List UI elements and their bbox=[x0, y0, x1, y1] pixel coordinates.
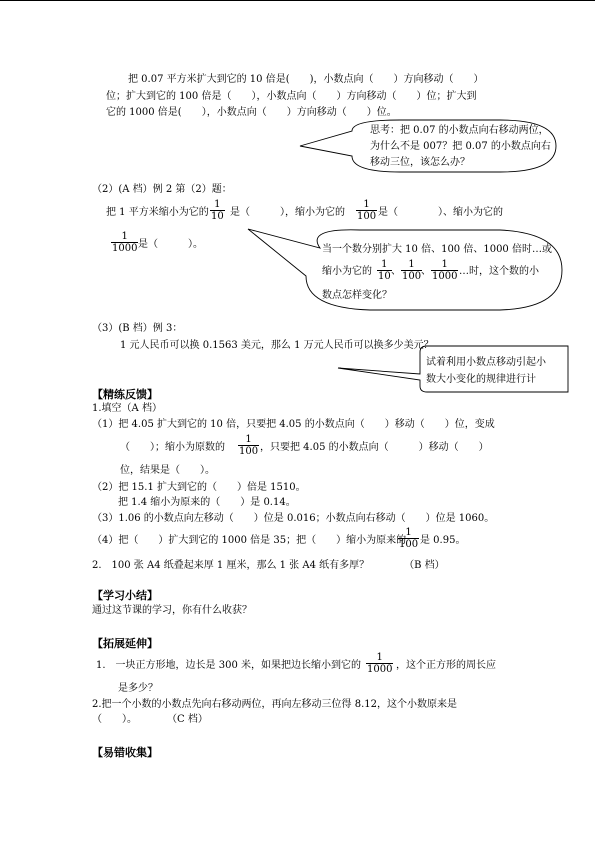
fraction-denominator: 100 bbox=[357, 211, 377, 222]
fraction-numerator: 1 bbox=[376, 652, 383, 663]
bubble-2-line-1: 当一个数分别扩大 10 倍、100 倍、1000 倍时…或 bbox=[322, 244, 552, 255]
bubble-1-line-2: 为什么不是 007？把 0.07 的小数点向右 bbox=[370, 141, 551, 152]
fraction-denominator: 1000 bbox=[367, 664, 393, 675]
extend-q1-line-2: 是多少？ bbox=[118, 683, 158, 694]
fraction-numerator: 1 bbox=[381, 259, 388, 270]
extend-q1-line-1a: 1. 一块正方形地，边长是 300 米，如果把边长缩小到它的 bbox=[96, 660, 361, 671]
bubble-fraction-1-1000 bbox=[431, 259, 458, 282]
fraction-denominator: 10 bbox=[211, 211, 224, 222]
fraction-denominator: 100 bbox=[239, 446, 259, 457]
practice-q1-line-1: （1）把 4.05 扩大到它的 10 倍，只要把 4.05 的小数点向（ ）移动（ ）位，变成 bbox=[92, 419, 495, 430]
bubble-2-separator-2: 、 bbox=[421, 266, 431, 277]
practice-q4b: 是 0.95。 bbox=[420, 535, 466, 546]
sec1-line-3: 它的 1000 倍是( ），小数点向（ ）方向移动（ ）位。 bbox=[106, 107, 397, 118]
summary-text: 通过这节课的学习，你有什么收获？ bbox=[92, 605, 252, 616]
practice-q1-line-2b: ，只要把 4.05 的小数点向（ ）移动（ ） bbox=[260, 442, 489, 453]
bubble-1-line-3: 移动三位，该怎么办？ bbox=[370, 157, 470, 168]
fraction-1-10 bbox=[210, 199, 225, 222]
fraction-denominator: 100 bbox=[399, 539, 419, 550]
fraction-numerator: 1 bbox=[214, 199, 221, 210]
fraction-numerator: 1 bbox=[441, 259, 448, 270]
bubble-fraction-1-100 bbox=[401, 259, 422, 282]
practice-q2-line-1: （2）把 15.1 扩大到它的（ ）倍是 1510。 bbox=[92, 482, 306, 493]
sec1-line-2: 位；扩大到它的 100 倍是（ ），小数点向（ ）方向移动（ ）位；扩大到 bbox=[106, 91, 477, 102]
fraction-numerator: 1 bbox=[408, 259, 415, 270]
fraction-denominator: 100 bbox=[402, 271, 422, 282]
practice-title: 【精练反馈】 bbox=[92, 388, 158, 401]
bubble-2-separator-1: 、 bbox=[391, 266, 401, 277]
summary-title: 【学习小结】 bbox=[92, 589, 158, 602]
sec2-line-2: 是（ ）。 bbox=[138, 239, 203, 250]
practice-q1-line-3: 位，结果是（ ）。 bbox=[120, 465, 215, 476]
sec1-line-1: 把 0.07 平方米扩大到它的 10 倍是( )，小数点向（ ）方向移动（ ） bbox=[128, 74, 484, 85]
extend-q1-line-1b: ，这个正方形的周长应 bbox=[396, 660, 496, 671]
sec3-heading: （3）(B 档）例 3： bbox=[92, 323, 183, 334]
sec2-line-1a: 把 1 平方米缩小为它的 bbox=[106, 207, 209, 218]
bubble-1-line-1: 思考：把 0.07 的小数点向右移动两位， bbox=[370, 125, 549, 136]
practice-fraction-1-100 bbox=[238, 434, 259, 457]
bubble-3-line-2: 数大小变化的规律进行计 bbox=[426, 374, 536, 385]
fraction-numerator: 1 bbox=[245, 434, 252, 445]
fraction-denominator: 1000 bbox=[432, 271, 458, 282]
practice-q4-fraction-1-100 bbox=[398, 527, 419, 550]
fraction-denominator: 10 bbox=[378, 271, 391, 282]
bubble-3-line-1: 试着利用小数点移动引起小 bbox=[426, 357, 546, 368]
practice-q3: （3）1.06 的小数点向左移动（ ）位是 0.016；小数点向右移动（ ）位是 1060。 bbox=[92, 513, 495, 524]
fraction-1-100 bbox=[356, 199, 377, 222]
practice-q2-line-2: 把 1.4 缩小为原来的（ ）是 0.14。 bbox=[118, 497, 296, 508]
bubble-2-line-3: 数点怎样变化？ bbox=[322, 290, 392, 301]
practice-sub: 1.填空（A 档） bbox=[92, 403, 162, 414]
sec3-line-1: 1 元人民币可以换 0.1563 美元，那么 1 万元人民币可以换多少美元？ bbox=[120, 340, 434, 351]
bubble-fraction-1-10 bbox=[377, 259, 392, 282]
fraction-numerator: 1 bbox=[363, 199, 370, 210]
practice-q1-line-2a: （ ）；缩小为原数的 bbox=[120, 442, 225, 453]
sec2-line-1c: 是（ ）、缩小为它的 bbox=[378, 207, 503, 218]
fraction-numerator: 1 bbox=[121, 231, 128, 242]
sec2-line-1b: 是（ ），缩小为它的 bbox=[230, 207, 345, 218]
errors-title: 【易错收集】 bbox=[92, 746, 158, 759]
fraction-1-1000 bbox=[111, 231, 138, 254]
extend-title: 【拓展延伸】 bbox=[92, 637, 158, 650]
extend-fraction-1-1000 bbox=[366, 652, 393, 675]
fraction-denominator: 1000 bbox=[112, 243, 138, 254]
practice-q4a: （4）把（ ）扩大到它的 1000 倍是 35；把（ ）缩小为原来的 bbox=[92, 535, 407, 546]
sec2-heading: （2）(A 档）例 2 第（2）题： bbox=[92, 184, 232, 195]
fraction-numerator: 1 bbox=[405, 527, 412, 538]
bubble-2-line-2b: …时，这个数的小 bbox=[459, 266, 539, 277]
extend-q2-line-1: 2.把一个小数的小数点先向右移动两位，再向左移动三位得 8.12，这个小数原来是 bbox=[92, 699, 457, 710]
extend-q2-line-2: （ ）。 （C 档） bbox=[92, 714, 208, 725]
bubble-2-line-2a: 缩小为它的 bbox=[322, 266, 372, 277]
practice-q5: 2. 100 张 A4 纸叠起来厚 1 厘米，那么 1 张 A4 纸有多厚？ （B 档） bbox=[92, 560, 445, 571]
